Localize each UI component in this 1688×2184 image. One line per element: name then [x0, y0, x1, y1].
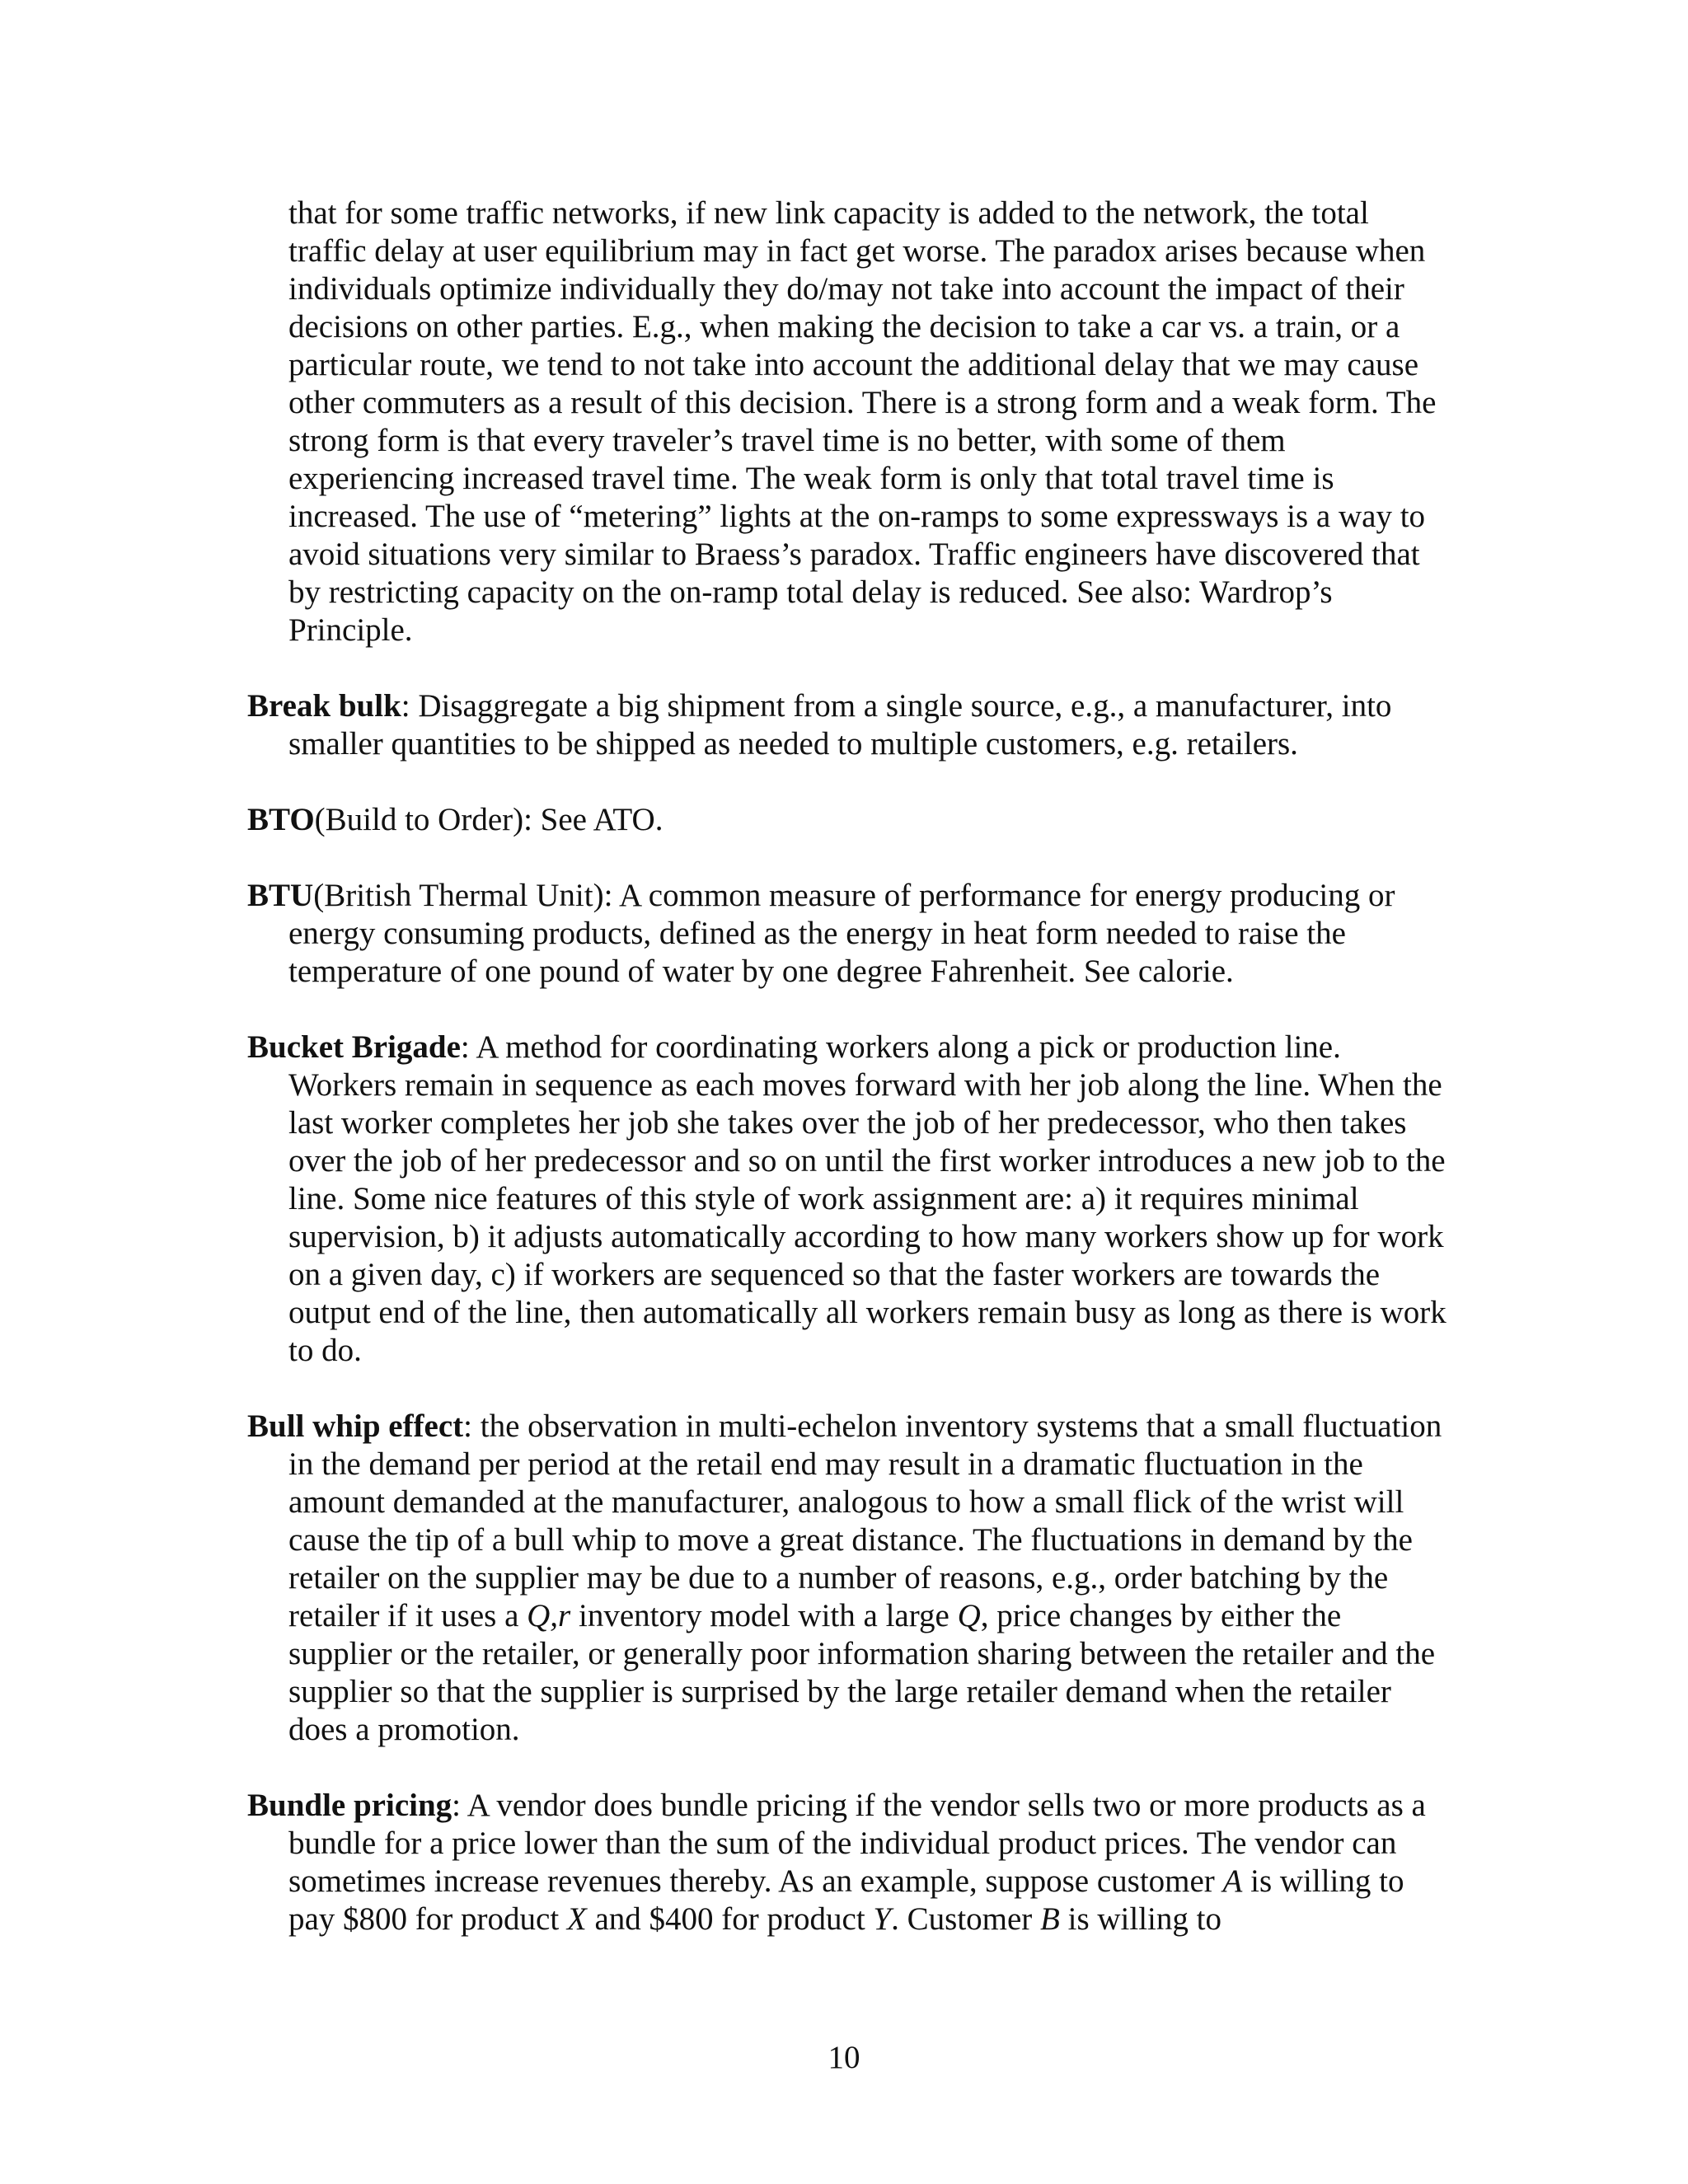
math-variable: Q,r: [527, 1598, 571, 1633]
term-break-bulk: Break bulk: [247, 688, 401, 724]
math-variable: X: [566, 1901, 587, 1937]
definition-bto: (Build to Order): See ATO.: [314, 802, 663, 837]
term-bull-whip-effect: Bull whip effect: [247, 1408, 464, 1444]
definition-bull-whip-part: : the observation in multi-echelon inventory systems that a small fluctuation in the demand per period at the retail end may result in a dramatic fluctuation in the amount demanded at the manufacturer, analogous to how a small flick of the wrist will cause the tip of a bull whip to move a great distance. The fluctuations in demand by the retailer on the supplier may be due to a number of reasons, e.g., order batching by the retailer if it uses a: [288, 1408, 1442, 1633]
glossary-entry-bucket-brigade: [247, 1029, 1451, 1370]
page-number: 10: [828, 2040, 860, 2075]
definition-bull-whip-part: inventory model with a large: [570, 1598, 958, 1633]
definition-btu: (British Thermal Unit): A common measure of performance for energy producing or energy consuming products, defined as the energy in heat form needed to raise the temperature of one pound of water by one degree Fahrenheit. See calorie.: [288, 878, 1395, 989]
math-variable: Y: [873, 1901, 892, 1937]
term-bto: BTO: [247, 802, 315, 837]
continuation-text: that for some traffic networks, if new link capacity is added to the network, the total traffic delay at user equilibrium may in fact get worse. The paradox arises because when individuals optimize individually they do/may not take into account the impact of their decisions on other parties. E.g., when making the decision to take a car vs. a train, or a particular route, we tend to not take into account the additional delay that we may cause other commuters as a result of this decision. There is a strong form and a weak form. The strong form is that every traveler’s travel time is no better, with some of them experiencing increased travel time. The weak form is only that total travel time is increased. The use of “metering” lights at the on-ramps to some expressways is a way to avoid situations very similar to Braess’s paradox. Traffic engineers have discovered that by restricting capacity on the on-ramp total delay is reduced. See also: Wardrop’s Principle.: [288, 195, 1437, 648]
glossary-entry-break-bulk: [247, 687, 1451, 763]
definition-bundle-pricing-part: is willing to: [1059, 1901, 1221, 1937]
math-variable: Q: [957, 1598, 981, 1633]
term-bundle-pricing: Bundle pricing: [247, 1788, 452, 1823]
glossary-entry-btu: [247, 877, 1451, 991]
term-btu: BTU: [247, 878, 314, 913]
definition-break-bulk: : Disaggregate a big shipment from a single source, e.g., a manufacturer, into smaller quantities to be shipped as needed to multiple customers, e.g. retailers.: [288, 688, 1392, 762]
definition-bucket-brigade: : A method for coordinating workers along a pick or production line. Workers remain in sequence as each moves forward with her job along the line. When the last worker completes her job she takes over the job of her predecessor, who then takes over the job of her predecessor and so on until the first worker introduces a new job to the line. Some nice features of this style of work assignment are: a) it requires minimal supervision, b) it adjusts automatically according to how many workers show up for work on a given day, c) if workers are sequenced so that the faster workers are towards the output end of the line, then automatically all workers remain busy as long as there is work to do.: [288, 1029, 1447, 1368]
term-bucket-brigade: Bucket Brigade: [247, 1029, 461, 1065]
page-body: [247, 194, 1451, 1976]
definition-bundle-pricing-part: and $400 for product: [586, 1901, 874, 1937]
glossary-entry-bull-whip-effect: [247, 1408, 1451, 1749]
math-variable: B: [1040, 1901, 1060, 1937]
definition-bull-whip-part: , price changes by either the supplier or the retailer, or generally poor information sharing between the retailer and the supplier so that the supplier is surprised by the large retailer demand when the retailer does a promotion.: [288, 1598, 1436, 1747]
continuation-paragraph: [247, 194, 1451, 649]
definition-bundle-pricing-part: : A vendor does bundle pricing if the vendor sells two or more products as a bundle for a price lower than the sum of the individual product prices. The vendor can sometimes increase revenues thereby. As an example, suppose customer: [288, 1788, 1426, 1899]
math-variable: A: [1222, 1863, 1243, 1899]
definition-bundle-pricing-part: is willing to pay $800 for product: [288, 1863, 1404, 1937]
glossary-entry-bundle-pricing: [247, 1787, 1451, 1938]
glossary-entry-bto: [247, 801, 1451, 839]
definition-bundle-pricing-part: . Customer: [891, 1901, 1041, 1937]
